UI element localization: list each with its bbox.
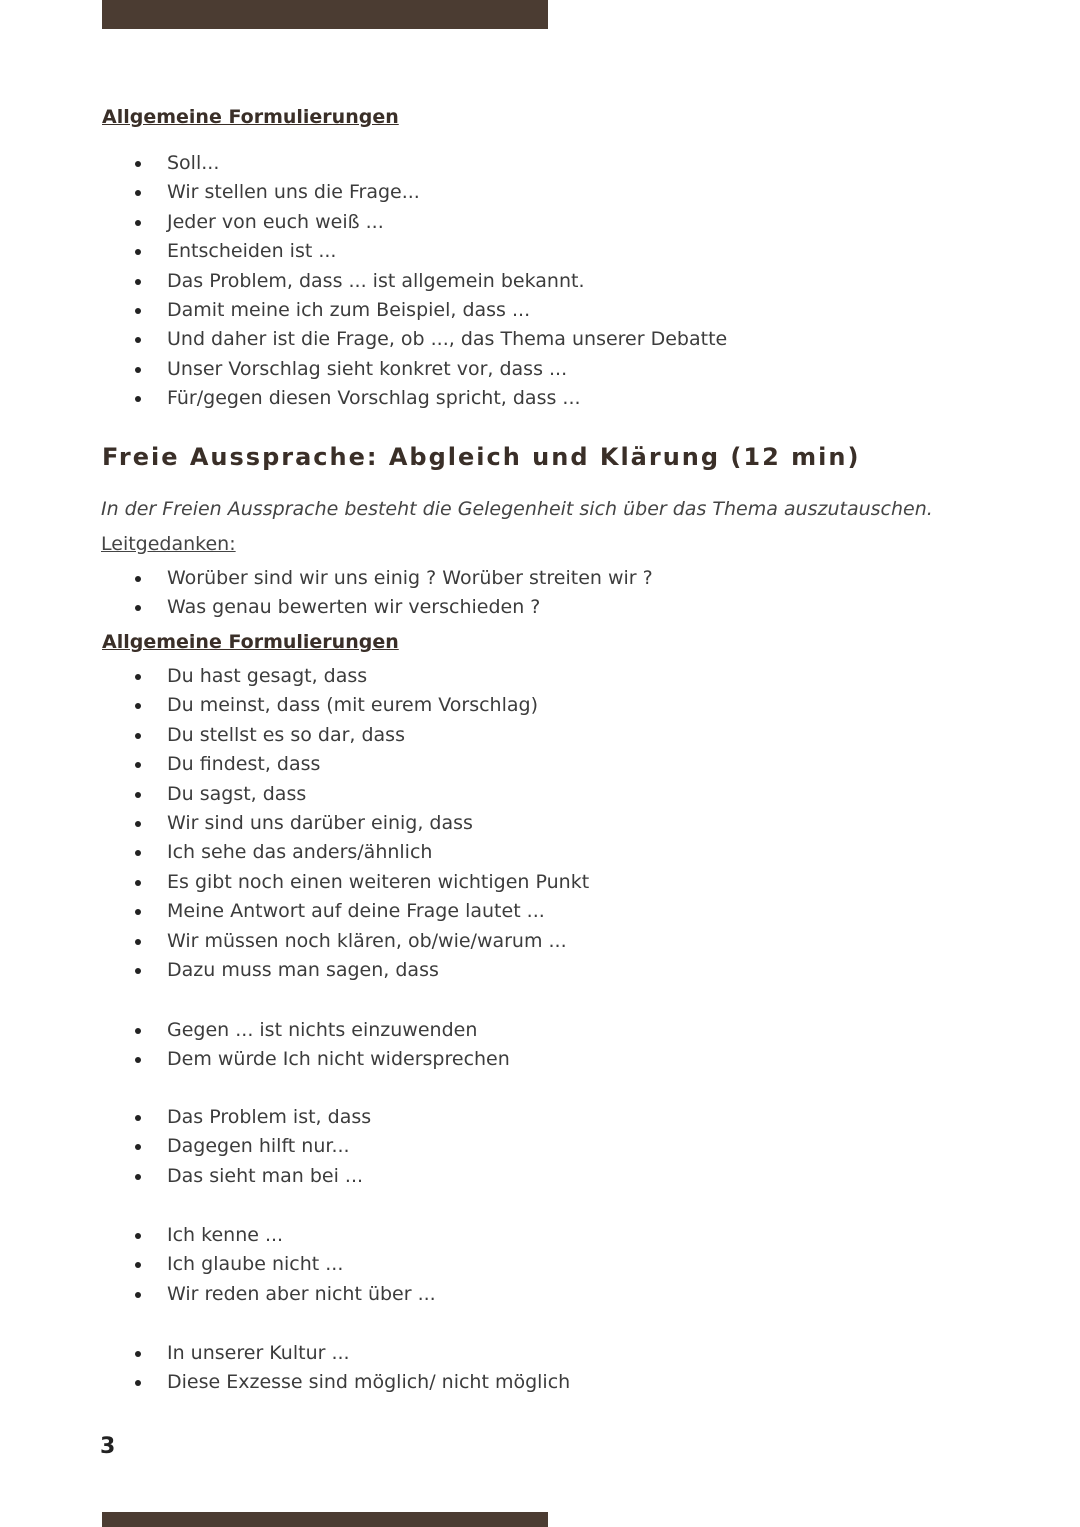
bottom-decorative-bar [102,1512,548,1527]
list-item: Und daher ist die Frage, ob ..., das Thema unserer Debatte [0,325,727,354]
phrases-group-4 [0,1221,436,1309]
list-item: Entscheiden ist ... [0,237,727,266]
list-item: Gegen ... ist nichts einzuwenden [0,1016,510,1045]
phrases-group-1 [0,662,589,985]
list-item: Das Problem, dass ... ist allgemein bekannt. [0,267,727,296]
list-item: Du findest, dass [0,750,589,779]
list-item: Dem würde Ich nicht widersprechen [0,1045,510,1074]
phrases-group-3 [0,1103,371,1191]
list-item: Du stellst es so dar, dass [0,721,589,750]
top-decorative-bar [102,0,548,29]
list-item: Was genau bewerten wir verschieden ? [0,593,653,622]
list-item: Du meinst, dass (mit eurem Vorschlag) [0,691,589,720]
list-item: Meine Antwort auf deine Frage lautet ... [0,897,589,926]
list-item: Es gibt noch einen weiteren wichtigen Punkt [0,868,589,897]
list-item: Damit meine ich zum Beispiel, dass ... [0,296,727,325]
list-item: Das Problem ist, dass [0,1103,371,1132]
list-item: Soll... [0,149,727,178]
list-item: Ich glaube nicht ... [0,1250,436,1279]
list-item: Jeder von euch weiß ... [0,208,727,237]
list-item: Dagegen hilft nur... [0,1132,371,1161]
guidelines-list [0,564,653,623]
list-item: In unserer Kultur ... [0,1339,570,1368]
list-item: Diese Exzesse sind möglich/ nicht möglich [0,1368,570,1397]
phrases-group-5 [0,1339,570,1398]
list-item: Du hast gesagt, dass [0,662,589,691]
list-item: Das sieht man bei ... [0,1162,371,1191]
list-item: Wir reden aber nicht über ... [0,1280,436,1309]
section-intro: In der Freien Aussprache besteht die Gelegenheit sich über das Thema auszutauschen. [101,498,933,520]
list-item: Dazu muss man sagen, dass [0,956,589,985]
formulations-list [0,149,727,414]
section-heading-formulations: Allgemeine Formulierungen [102,106,399,128]
guidelines-label: Leitgedanken: [101,533,236,555]
list-item: Wir sind uns darüber einig, dass [0,809,589,838]
page-number: 3 [100,1434,116,1459]
list-item: Wir müssen noch klären, ob/wie/warum ... [0,927,589,956]
list-item: Worüber sind wir uns einig ? Worüber streiten wir ? [0,564,653,593]
list-item: Du sagst, dass [0,780,589,809]
section-title: Freie Aussprache: Abgleich und Klärung (12 min) [102,443,861,471]
phrases-group-2 [0,1016,510,1075]
section-heading-phrases: Allgemeine Formulierungen [102,631,399,653]
list-item: Ich kenne ... [0,1221,436,1250]
list-item: Ich sehe das anders/ähnlich [0,838,589,867]
list-item: Unser Vorschlag sieht konkret vor, dass ... [0,355,727,384]
list-item: Für/gegen diesen Vorschlag spricht, dass ... [0,384,727,413]
list-item: Wir stellen uns die Frage... [0,178,727,207]
